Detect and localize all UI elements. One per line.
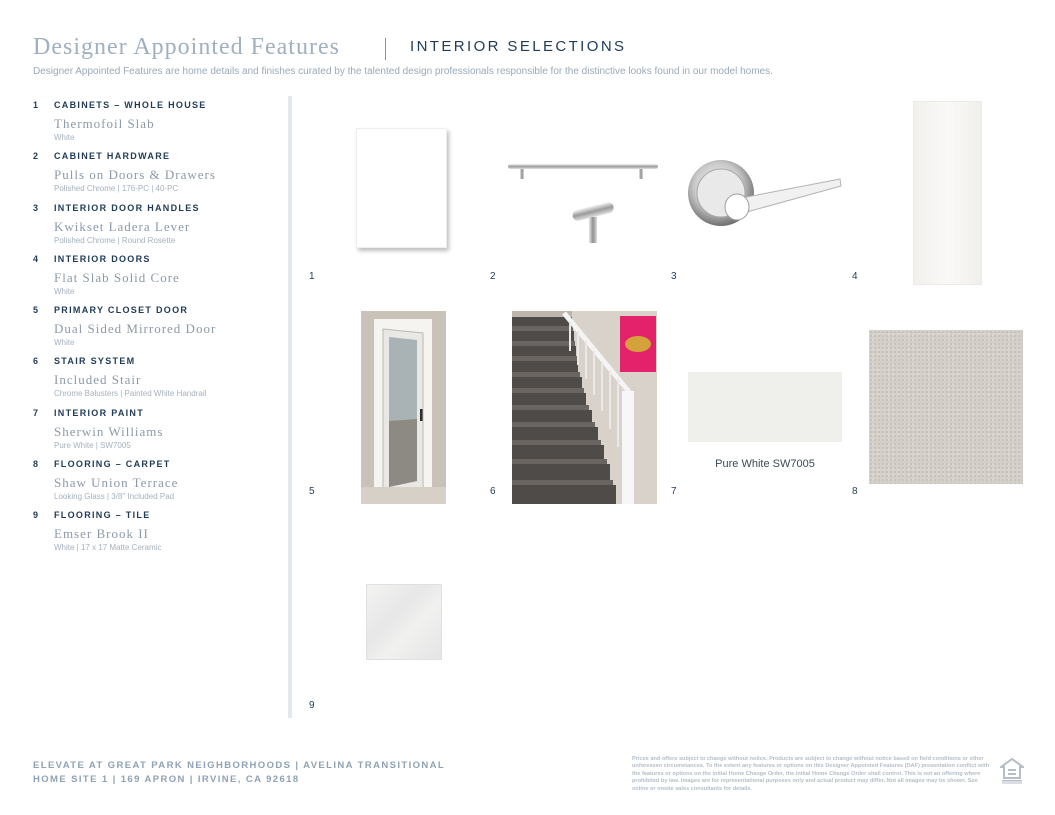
- cabinet-swatch-image: [356, 128, 447, 248]
- legal-disclaimer: Prices and offers subject to change without notice. Products are subject to change without notice based on field conditions or other unforeseen circumstances. To the extent any features or options on this Designer Appointed Features (DAF) presentation conflict with the features or options on the initial Home Change Order, the initial Home Change Order shall control. This is not an offering where prohibited by law. Images are for representational purposes only and actual product may differ. Not all images may be shown. See online or onsite sales consultants for details.: [632, 756, 990, 792]
- selection-category: CABINETS – WHOLE HOUSE: [54, 100, 207, 110]
- selection-item-stair-system: [33, 356, 283, 407]
- selection-name: Flat Slab Solid Core: [54, 269, 180, 285]
- selection-number: 1: [33, 100, 39, 110]
- selection-number: 6: [33, 356, 39, 367]
- selection-name: Emser Brook II: [54, 526, 149, 542]
- selection-item-door-handles: [33, 203, 283, 254]
- mirrored-door-image: [361, 311, 446, 504]
- community-line: ELEVATE AT GREAT PARK NEIGHBORHOODS | AVELINA TRANSITIONAL: [33, 760, 446, 771]
- selection-detail: White | 17 x 17 Matte Ceramic: [54, 543, 162, 553]
- selection-number: 9: [33, 510, 39, 521]
- swatch-number-6: 6: [490, 486, 496, 497]
- selection-number: 8: [33, 459, 39, 470]
- door-lever-image: [686, 155, 846, 235]
- swatch-number-7: 7: [671, 486, 677, 497]
- page-description: Designer Appointed Features are home details and finishes curated by the talented design professionals responsible for the distinctive looks found in our model homes.: [33, 66, 773, 77]
- swatch-number-8: 8: [852, 486, 858, 497]
- selection-item-tile: [33, 510, 283, 561]
- selection-detail: Polished Chrome | 176-PC | 40-PC: [54, 184, 179, 194]
- selection-name: Kwikset Ladera Lever: [54, 218, 191, 234]
- selection-name: Included Stair: [54, 372, 142, 388]
- selection-name: Pulls on Doors & Drawers: [54, 167, 216, 183]
- selection-number: 7: [33, 407, 39, 418]
- selection-name: Sherwin Williams: [54, 423, 164, 439]
- paint-color-label: Pure White SW7005: [715, 458, 815, 470]
- swatch-number-3: 3: [671, 271, 677, 282]
- selection-number: 4: [33, 253, 39, 264]
- selection-detail: Chrome Balusters | Painted White Handrail: [54, 389, 207, 399]
- selection-detail: White: [54, 338, 75, 348]
- equal-housing-opportunity-icon: [1000, 758, 1024, 784]
- interior-door-swatch-image: [913, 101, 982, 285]
- selection-detail: Looking Glass | 3/8" Included Pad: [54, 492, 175, 502]
- cabinet-pull-image: [505, 158, 661, 250]
- selection-item-interior-paint: [33, 408, 283, 459]
- selection-category: INTERIOR PAINT: [54, 407, 145, 418]
- selection-detail: White: [54, 133, 75, 142]
- swatch-number-4: 4: [852, 271, 858, 282]
- selection-category: INTERIOR DOOR HANDLES: [54, 202, 200, 213]
- swatch-number-1: 1: [309, 271, 315, 282]
- selection-number: 5: [33, 305, 39, 316]
- selection-detail: White: [54, 286, 75, 296]
- stair-system-image: [512, 311, 657, 504]
- selection-number: 3: [33, 202, 39, 213]
- carpet-swatch-image: [869, 330, 1023, 484]
- selection-category: STAIR SYSTEM: [54, 356, 136, 367]
- selection-item-closet-door: [33, 305, 283, 356]
- selection-item-cabinets: [33, 100, 283, 151]
- selection-detail: Pure White | SW7005: [54, 440, 131, 450]
- selection-category: INTERIOR DOORS: [54, 253, 151, 264]
- selection-item-cabinet-hardware: [33, 151, 283, 202]
- selection-name: Dual Sided Mirrored Door: [54, 321, 217, 337]
- selection-category: FLOORING – TILE: [54, 510, 151, 521]
- selection-category: FLOORING – CARPET: [54, 459, 171, 470]
- selection-name: Thermofoil Slab: [54, 116, 155, 131]
- tile-swatch-image: [366, 584, 442, 660]
- selection-detail: Polished Chrome | Round Rosette: [54, 235, 176, 245]
- swatch-number-5: 5: [309, 486, 315, 497]
- paint-color-swatch: [688, 372, 842, 442]
- swatch-number-9: 9: [309, 700, 315, 711]
- page-title: Designer Appointed Features: [33, 34, 340, 60]
- selection-number: 2: [33, 151, 39, 162]
- column-divider: [288, 96, 292, 718]
- selection-category: CABINET HARDWARE: [54, 151, 171, 162]
- selection-name: Shaw Union Terrace: [54, 475, 179, 491]
- address-line: HOME SITE 1 | 169 APRON | IRVINE, CA 92618: [33, 774, 300, 785]
- selection-category: PRIMARY CLOSET DOOR: [54, 305, 189, 316]
- selection-item-carpet: [33, 459, 283, 510]
- title-divider: [385, 38, 386, 60]
- page-subtitle: INTERIOR SELECTIONS: [410, 38, 627, 55]
- selection-item-interior-doors: [33, 254, 283, 305]
- selection-list: [33, 100, 283, 562]
- swatch-number-2: 2: [490, 271, 496, 282]
